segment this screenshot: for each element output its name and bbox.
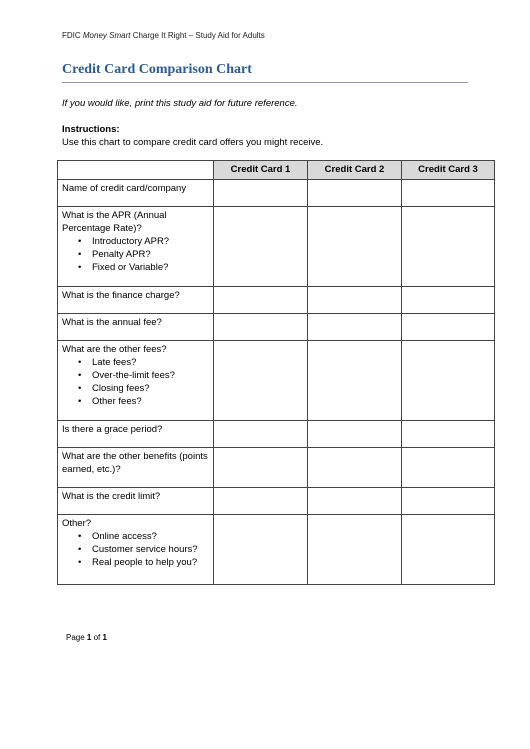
- answer-cell-credit-card-3[interactable]: [402, 448, 495, 488]
- bullet-list: [62, 356, 209, 408]
- answer-cell-credit-card-3[interactable]: [402, 515, 495, 585]
- table-row: [58, 207, 495, 287]
- answer-cell-credit-card-1[interactable]: [214, 207, 308, 287]
- table-row: [58, 421, 495, 448]
- table-row: [58, 287, 495, 314]
- bullet-item: • Customer service hours?: [92, 543, 209, 556]
- answer-cell-credit-card-3[interactable]: [402, 207, 495, 287]
- footer-middle: of: [91, 633, 103, 642]
- comparison-table: [57, 160, 495, 585]
- answer-cell-credit-card-3[interactable]: [402, 341, 495, 421]
- question-cell: [58, 314, 214, 341]
- bullet-list: [62, 235, 209, 274]
- instructions-text: Use this chart to compare credit card offers you might receive.: [62, 137, 324, 148]
- answer-cell-credit-card-1[interactable]: [214, 421, 308, 448]
- bullet-item: • Online access?: [92, 530, 209, 543]
- header-cell-blank: [58, 161, 214, 180]
- answer-cell-credit-card-2[interactable]: [308, 287, 402, 314]
- table-row: [58, 314, 495, 341]
- answer-cell-credit-card-1[interactable]: [214, 314, 308, 341]
- instructions-heading: Instructions:: [62, 124, 120, 135]
- answer-cell-credit-card-2[interactable]: [308, 180, 402, 207]
- answer-cell-credit-card-3[interactable]: [402, 314, 495, 341]
- header-prefix: FDIC: [62, 31, 83, 40]
- answer-cell-credit-card-3[interactable]: [402, 421, 495, 448]
- bullet-item: • Other fees?: [92, 395, 209, 408]
- table-row: [58, 448, 495, 488]
- answer-cell-credit-card-2[interactable]: [308, 314, 402, 341]
- bullet-item: • Over-the-limit fees?: [92, 369, 209, 382]
- table-row: [58, 180, 495, 207]
- table-row: [58, 515, 495, 585]
- question-text: What is the finance charge?: [62, 290, 180, 301]
- question-cell: [58, 180, 214, 207]
- answer-cell-credit-card-2[interactable]: [308, 488, 402, 515]
- question-cell: [58, 341, 214, 421]
- question-text: Name of credit card/company: [62, 183, 187, 194]
- table-header-row: [58, 161, 495, 180]
- answer-cell-credit-card-1[interactable]: [214, 488, 308, 515]
- bullet-item: • Fixed or Variable?: [92, 261, 209, 274]
- header-cell-credit-card-2: Credit Card 2: [308, 161, 402, 180]
- header-cell-credit-card-1: Credit Card 1: [214, 161, 308, 180]
- answer-cell-credit-card-3[interactable]: [402, 488, 495, 515]
- bullet-list: [62, 530, 209, 569]
- bullet-item: • Late fees?: [92, 356, 209, 369]
- page-title: Credit Card Comparison Chart: [62, 62, 252, 77]
- question-cell: [58, 488, 214, 515]
- question-cell: [58, 287, 214, 314]
- bullet-item: • Real people to help you?: [92, 556, 209, 569]
- table-row: [58, 488, 495, 515]
- question-text: Is there a grace period?: [62, 424, 163, 435]
- answer-cell-credit-card-2[interactable]: [308, 207, 402, 287]
- bullet-item: • Penalty APR?: [92, 248, 209, 261]
- answer-cell-credit-card-3[interactable]: [402, 287, 495, 314]
- intro-text: If you would like, print this study aid for future reference.: [62, 98, 298, 109]
- question-text: What are the other fees?: [62, 344, 167, 355]
- question-cell: [58, 448, 214, 488]
- footer-current-page: 1: [86, 633, 92, 642]
- title-divider: [62, 82, 468, 83]
- bullet-item: • Closing fees?: [92, 382, 209, 395]
- footer-total-pages: 1: [102, 633, 107, 642]
- question-cell: [58, 421, 214, 448]
- question-text: What is the annual fee?: [62, 317, 162, 328]
- header-brand: Money Smart: [82, 31, 131, 40]
- question-text: What is the APR (Annual Percentage Rate)?: [62, 210, 167, 234]
- header-suffix: Charge It Right – Study Aid for Adults: [130, 31, 265, 40]
- answer-cell-credit-card-1[interactable]: [214, 515, 308, 585]
- question-text: Other?: [62, 518, 92, 529]
- document-header: [62, 31, 265, 40]
- answer-cell-credit-card-1[interactable]: [214, 180, 308, 207]
- answer-cell-credit-card-2[interactable]: [308, 341, 402, 421]
- question-cell: [58, 515, 214, 585]
- answer-cell-credit-card-1[interactable]: [214, 448, 308, 488]
- question-cell: [58, 207, 214, 287]
- page-footer: [66, 633, 107, 642]
- answer-cell-credit-card-2[interactable]: [308, 421, 402, 448]
- question-text: What is the credit limit?: [62, 491, 161, 502]
- answer-cell-credit-card-2[interactable]: [308, 515, 402, 585]
- answer-cell-credit-card-1[interactable]: [214, 287, 308, 314]
- answer-cell-credit-card-2[interactable]: [308, 448, 402, 488]
- table-row: [58, 341, 495, 421]
- bullet-item: • Introductory APR?: [92, 235, 209, 248]
- answer-cell-credit-card-3[interactable]: [402, 180, 495, 207]
- header-cell-credit-card-3: Credit Card 3: [402, 161, 495, 180]
- footer-prefix: Page: [66, 633, 87, 642]
- question-text: What are the other benefits (points earned, etc.)?: [62, 451, 208, 475]
- answer-cell-credit-card-1[interactable]: [214, 341, 308, 421]
